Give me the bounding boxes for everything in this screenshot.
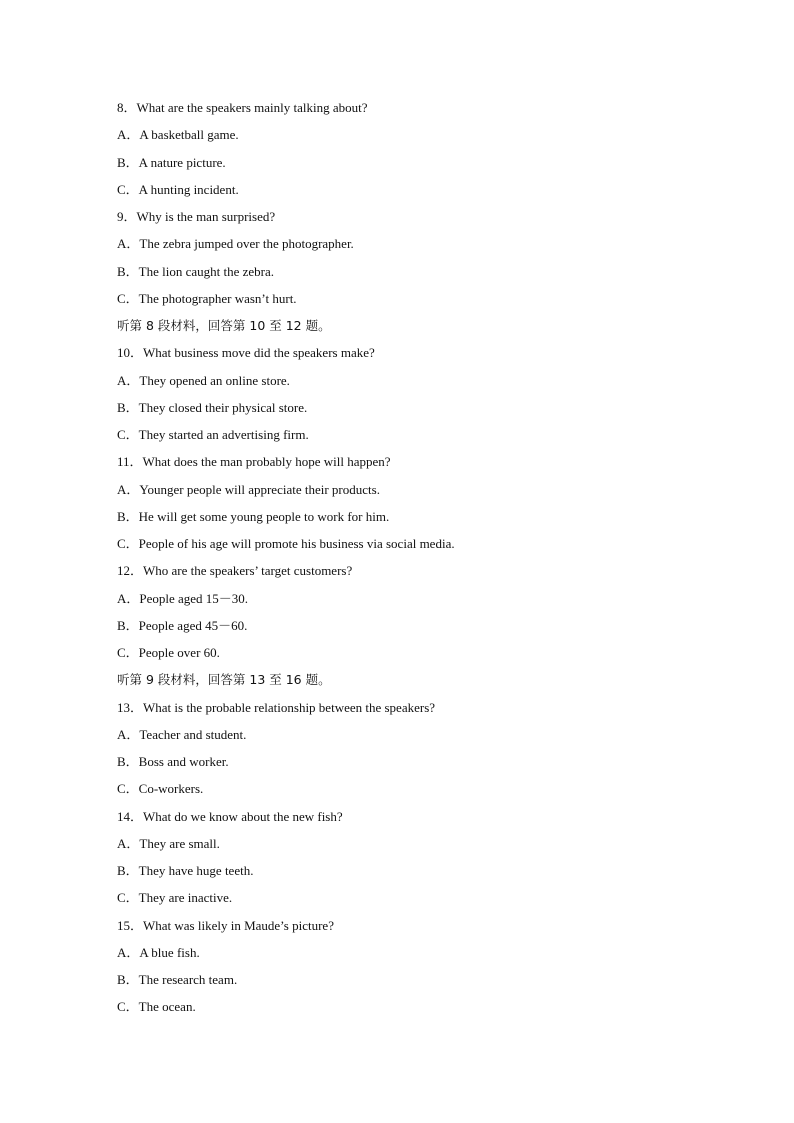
question-11-option-b: B．He will get some young people to work for him. — [117, 508, 390, 524]
question-10-option-a: A．They opened an online store. — [117, 372, 290, 388]
question-8-option-c: C．A hunting incident. — [117, 181, 239, 197]
question-11: 11．What does the man probably hope will happen? — [117, 454, 391, 470]
question-9: 9．Why is the man surprised? — [117, 209, 276, 224]
question-9-option-a: A．The zebra jumped over the photographer. — [117, 236, 354, 252]
question-13-option-a: A．Teacher and student. — [117, 726, 247, 742]
question-15-option-c: C．The ocean. — [117, 999, 196, 1015]
question-15: 15．What was likely in Maude’s picture? — [117, 917, 334, 933]
question-14-option-b: B．They have huge teeth. — [117, 863, 254, 878]
question-14-option-a: A．They are small. — [117, 835, 220, 851]
question-9-option-c: C．The photographer wasn’t hurt. — [117, 290, 297, 306]
section-heading-9: 听第 9 段材料，回答第 13 至 16 题。 — [117, 672, 331, 688]
question-14: 14．What do we know about the new fish? — [117, 808, 343, 824]
listening-questions — [117, 94, 737, 1021]
question-10-option-c: C．They started an advertising firm. — [117, 427, 309, 442]
question-8-option-a: A．A basketball game. — [117, 127, 239, 143]
question-9-option-b: B．The lion caught the zebra. — [117, 263, 275, 279]
question-15-option-a: A．A blue fish. — [117, 944, 200, 960]
question-13-option-c: C．Co-workers. — [117, 781, 204, 797]
question-10-option-b: B．They closed their physical store. — [117, 399, 308, 415]
section-heading-8: 听第 8 段材料，回答第 10 至 12 题。 — [117, 318, 331, 333]
question-12-option-a: A．People aged 15－30. — [117, 590, 249, 606]
question-14-option-c: C．They are inactive. — [117, 890, 233, 906]
question-8: 8．What are the speakers mainly talking about? — [117, 100, 368, 115]
question-13-option-b: B．Boss and worker. — [117, 754, 229, 769]
question-15-option-b: B．The research team. — [117, 972, 238, 987]
question-11-option-a: A．Younger people will appreciate their products. — [117, 481, 380, 497]
question-13: 13．What is the probable relationship between the speakers? — [117, 699, 436, 715]
question-11-option-c: C．People of his age will promote his business via social media. — [117, 536, 455, 551]
question-12: 12．Who are the speakers’ target customers? — [117, 563, 353, 579]
question-10: 10．What business move did the speakers make? — [117, 345, 375, 361]
question-8-option-b: B．A nature picture. — [117, 154, 226, 170]
question-12-option-b: B．People aged 45－60. — [117, 617, 248, 633]
question-12-option-c: C．People over 60. — [117, 645, 220, 660]
